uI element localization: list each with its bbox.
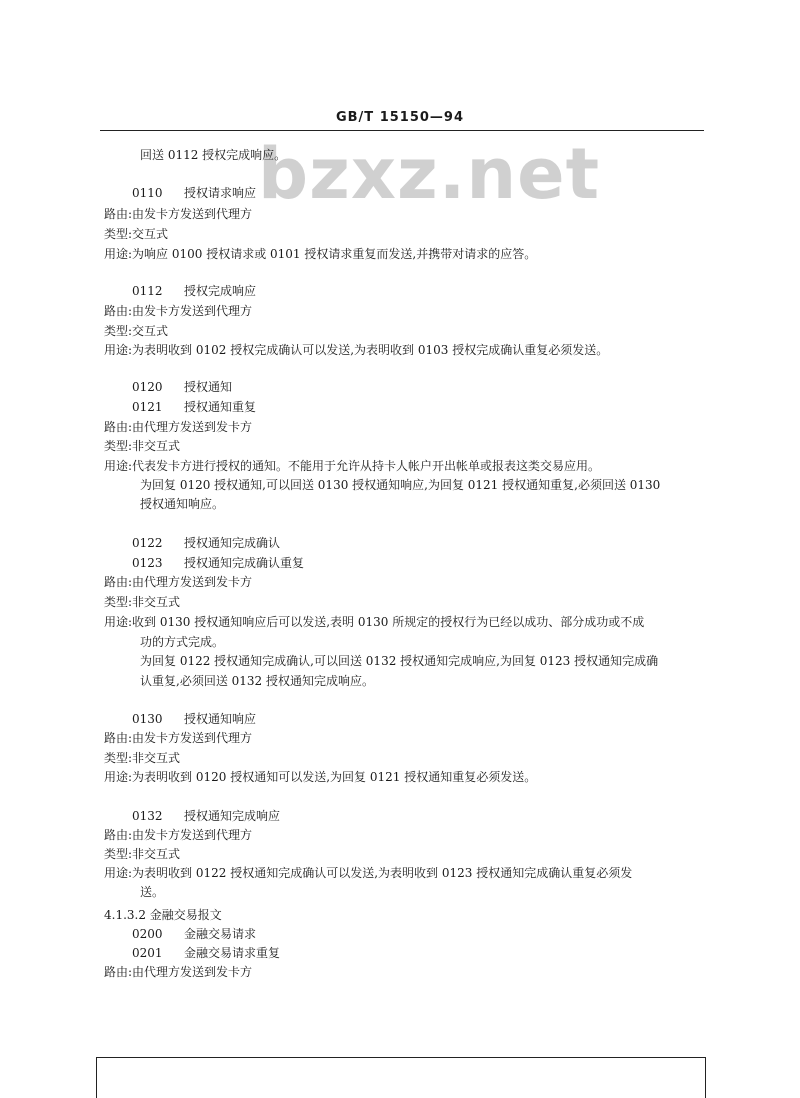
message-code: 0130 (132, 712, 163, 726)
usage-detail-line: 授权通知响应。 (140, 497, 225, 511)
message-type-entry (132, 807, 280, 824)
message-code: 0112 (132, 284, 163, 298)
continuation-line: 回送 0112 授权完成响应。 (140, 148, 287, 162)
message-code: 0132 (132, 809, 163, 823)
footer-frame (96, 1057, 706, 1098)
message-title: 授权通知完成确认重复 (184, 556, 305, 570)
usage-line: 用途:为表明收到 0120 授权通知可以发送,为回复 0121 授权通知重复必须发送。 (104, 770, 537, 784)
usage-line: 用途:代表发卡方进行授权的通知。不能用于允许从持卡人帐户开出帐单或报表这类交易应用。 (104, 459, 601, 473)
message-type-entry (132, 398, 256, 415)
type-line: 类型:非交互式 (104, 847, 181, 861)
message-code: 0120 (132, 380, 163, 394)
usage-detail-line: 为回复 0122 授权通知完成确认,可以回送 0132 授权通知完成响应,为回复 0123 授权通知完成确 (140, 654, 659, 668)
message-title: 金融交易请求重复 (184, 946, 281, 960)
message-type-entry (132, 710, 256, 727)
message-type-entry (132, 184, 256, 201)
message-title: 授权通知 (184, 380, 233, 394)
section-heading: 4.1.3.2 金融交易报文 (104, 908, 222, 922)
message-code: 0122 (132, 536, 163, 550)
type-line: 类型:非交互式 (104, 595, 181, 609)
message-type-entry (132, 378, 232, 395)
header-rule (100, 130, 704, 131)
usage-line: 用途:为响应 0100 授权请求或 0101 授权请求重复而发送,并携带对请求的应答。 (104, 247, 537, 261)
message-title: 授权通知响应 (184, 712, 257, 726)
route-line: 路由:由代理方发送到发卡方 (104, 965, 253, 979)
usage-detail-line: 为回复 0120 授权通知,可以回送 0130 授权通知响应,为回复 0121 授权通知重复,必须回送 0130 (140, 478, 661, 492)
usage-line: 用途:收到 0130 授权通知响应后可以发送,表明 0130 所规定的授权行为已经以成功、部分成功或不成 (104, 615, 645, 629)
message-type-entry (132, 925, 256, 942)
message-code: 0201 (132, 946, 163, 960)
message-type-entry (132, 534, 280, 551)
message-type-entry (132, 944, 280, 961)
usage-detail-line: 功的方式完成。 (140, 635, 225, 649)
type-line: 类型:交互式 (104, 324, 169, 338)
message-code: 0110 (132, 186, 163, 200)
usage-detail-line: 认重复,必须回送 0132 授权通知完成响应。 (140, 674, 374, 688)
message-code: 0123 (132, 556, 163, 570)
message-title: 金融交易请求 (184, 927, 257, 941)
usage-detail-line: 送。 (140, 885, 165, 899)
type-line: 类型:交互式 (104, 227, 169, 241)
route-line: 路由:由代理方发送到发卡方 (104, 420, 253, 434)
message-type-entry (132, 554, 304, 571)
message-code: 0200 (132, 927, 163, 941)
message-title: 授权通知重复 (184, 400, 257, 414)
route-line: 路由:由代理方发送到发卡方 (104, 575, 253, 589)
message-type-entry (132, 282, 256, 299)
usage-line: 用途:为表明收到 0122 授权通知完成确认可以发送,为表明收到 0123 授权通知完成确认重复必须发 (104, 866, 633, 880)
route-line: 路由:由发卡方发送到代理方 (104, 828, 253, 842)
standard-number-header: GB/T 15150—94 (335, 110, 465, 125)
usage-line: 用途:为表明收到 0102 授权完成确认可以发送,为表明收到 0103 授权完成确认重复必须发送。 (104, 343, 609, 357)
type-line: 类型:非交互式 (104, 751, 181, 765)
message-code: 0121 (132, 400, 163, 414)
route-line: 路由:由发卡方发送到代理方 (104, 207, 253, 221)
type-line: 类型:非交互式 (104, 439, 181, 453)
route-line: 路由:由发卡方发送到代理方 (104, 304, 253, 318)
message-title: 授权通知完成响应 (184, 809, 281, 823)
message-title: 授权请求响应 (184, 186, 257, 200)
message-title: 授权通知完成确认 (184, 536, 281, 550)
message-title: 授权完成响应 (184, 284, 257, 298)
watermark: bzxz.net (258, 133, 601, 215)
route-line: 路由:由发卡方发送到代理方 (104, 731, 253, 745)
